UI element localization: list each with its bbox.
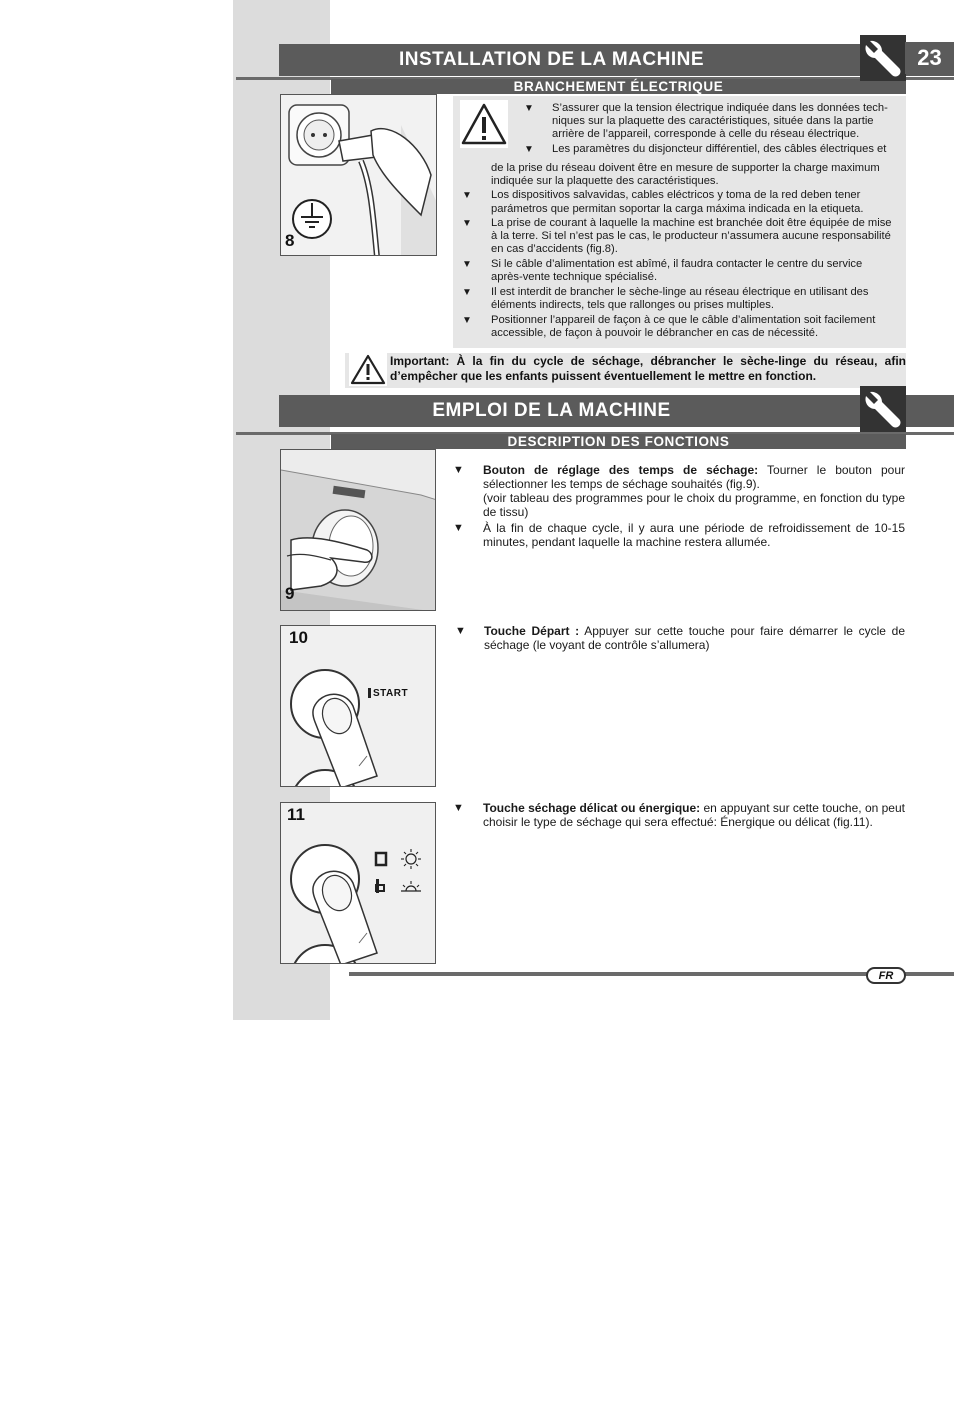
warning-line: Les paramètres du disjoncteur différentiel, des câbles électriques et: [552, 143, 887, 155]
subsection-title-description: DESCRIPTION DES FONCTIONS: [331, 434, 906, 449]
item-title: Bouton de réglage des temps de séchage:: [483, 463, 759, 477]
warning-line: S’assurer que la tension électrique indiquée dans les données tech-: [552, 102, 888, 114]
bullet-icon: ▼: [462, 315, 472, 326]
warning-line: arrière de l’appareil, corresponde à celle du réseau électrique.: [552, 128, 860, 140]
warning-triangle-icon: [460, 100, 508, 148]
figure-9-knob: [280, 449, 436, 611]
bullet-icon: ▼: [453, 522, 464, 534]
important-note: Important: À la fin du cycle de séchage, débrancher le sèche-linge du réseau, afin d’empêcher que les enfants puissent éventuellement le mettre en fonction.: [390, 354, 906, 383]
bullet-icon: ▼: [462, 259, 472, 270]
item-text: (voir tableau des programmes pour le choix du programme, en fonction du type de tissu): [483, 491, 905, 519]
warning-line: de la prise du réseau doivent être en mesure de supporter la charge maximum: [491, 162, 880, 174]
function-item-timer: [483, 463, 905, 519]
section-title-emploi: EMPLOI DE LA MACHINE: [279, 395, 954, 427]
figure-11-drying-mode-button: [280, 802, 436, 964]
function-item-start: [484, 624, 905, 652]
wrench-icon: [860, 35, 906, 81]
warning-line: parámetros que permitan soportar la carga máxima indicada en la etiqueta.: [491, 203, 864, 215]
bullet-icon: ▼: [462, 287, 472, 298]
section-title-installation: INSTALLATION DE LA MACHINE: [279, 44, 954, 76]
bullet-icon: ▼: [524, 144, 534, 155]
warning-line: Si le câble d’alimentation est abîmé, il faudra contacter le centre du service: [491, 258, 863, 270]
function-item-drying-mode: [483, 801, 905, 829]
bullet-icon: ▼: [524, 103, 534, 114]
wrench-icon: [860, 386, 906, 432]
footer-rule: [349, 972, 954, 976]
bullet-icon: ▼: [462, 218, 472, 229]
start-label: START: [373, 688, 409, 699]
warning-line: niques sur la plaquette des caractéristiques, située dans la partie: [552, 115, 874, 127]
bullet-icon: ▼: [455, 625, 466, 637]
warning-line: La prise de courant à laquelle la machine est branchée doit être équipée de mise: [491, 217, 892, 229]
figure-number: 11: [287, 805, 305, 824]
figure-number: 8: [285, 231, 295, 250]
figure-number: 9: [285, 584, 295, 603]
function-item-cooling: À la fin de chaque cycle, il y aura une période de refroidissement de 10-15 minutes, pendant laquelle la machine restera allumée.: [483, 521, 905, 549]
warning-line: après-vente technique spécialisé.: [491, 271, 658, 283]
figure-number: 10: [289, 628, 308, 647]
warning-line: Positionner l’appareil de façon à ce que le câble d’alimentation soit facilement: [491, 314, 876, 326]
language-badge: FR: [866, 967, 906, 984]
warning-line: Los dispositivos salvavidas, cables eléctricos y toma de la red deben tener: [491, 189, 861, 201]
warning-line: en cas d’accidents (fig.8).: [491, 243, 618, 255]
warning-line: à la terre. Si tel n’est pas le cas, le producteur n’assumera aucune responsabilité: [491, 230, 891, 242]
warning-line: éléments indirects, tels que rallonges ou prises multiples.: [491, 299, 774, 311]
item-text: Tourner le bouton pour sélectionner les temps de séchage souhaités (fig.9).: [483, 463, 905, 491]
item-title: Touche Départ :: [484, 624, 580, 638]
item-text: en appuyant sur cette touche, on peut choisir le type de séchage qui sera effectué: Énergique ou délicat (fig.11).: [483, 801, 905, 829]
subsection-title-branchement: BRANCHEMENT ÉLECTRIQUE: [331, 79, 906, 94]
bullet-icon: ▼: [462, 190, 472, 201]
item-text: Appuyer sur cette touche pour faire démarrer le cycle de séchage (le voyant de contrôle s’allumera): [484, 624, 906, 652]
bullet-icon: ▼: [453, 464, 464, 476]
warning-line: Il est interdit de brancher le sèche-linge au réseau électrique en utilisant des: [491, 286, 869, 298]
bullet-icon: ▼: [453, 802, 464, 814]
warning-line: indiquée sur la plaquette des caractéristiques.: [491, 175, 719, 187]
figure-10-start-button: [280, 625, 436, 787]
warning-line: accessible, de façon à pouvoir le débrancher en cas de nécessité.: [491, 327, 819, 339]
warning-triangle-icon: [349, 353, 387, 386]
page-number: 23: [905, 42, 954, 74]
item-title: Touche séchage délicat ou énergique:: [483, 801, 701, 815]
figure-8-plug: [280, 94, 437, 256]
